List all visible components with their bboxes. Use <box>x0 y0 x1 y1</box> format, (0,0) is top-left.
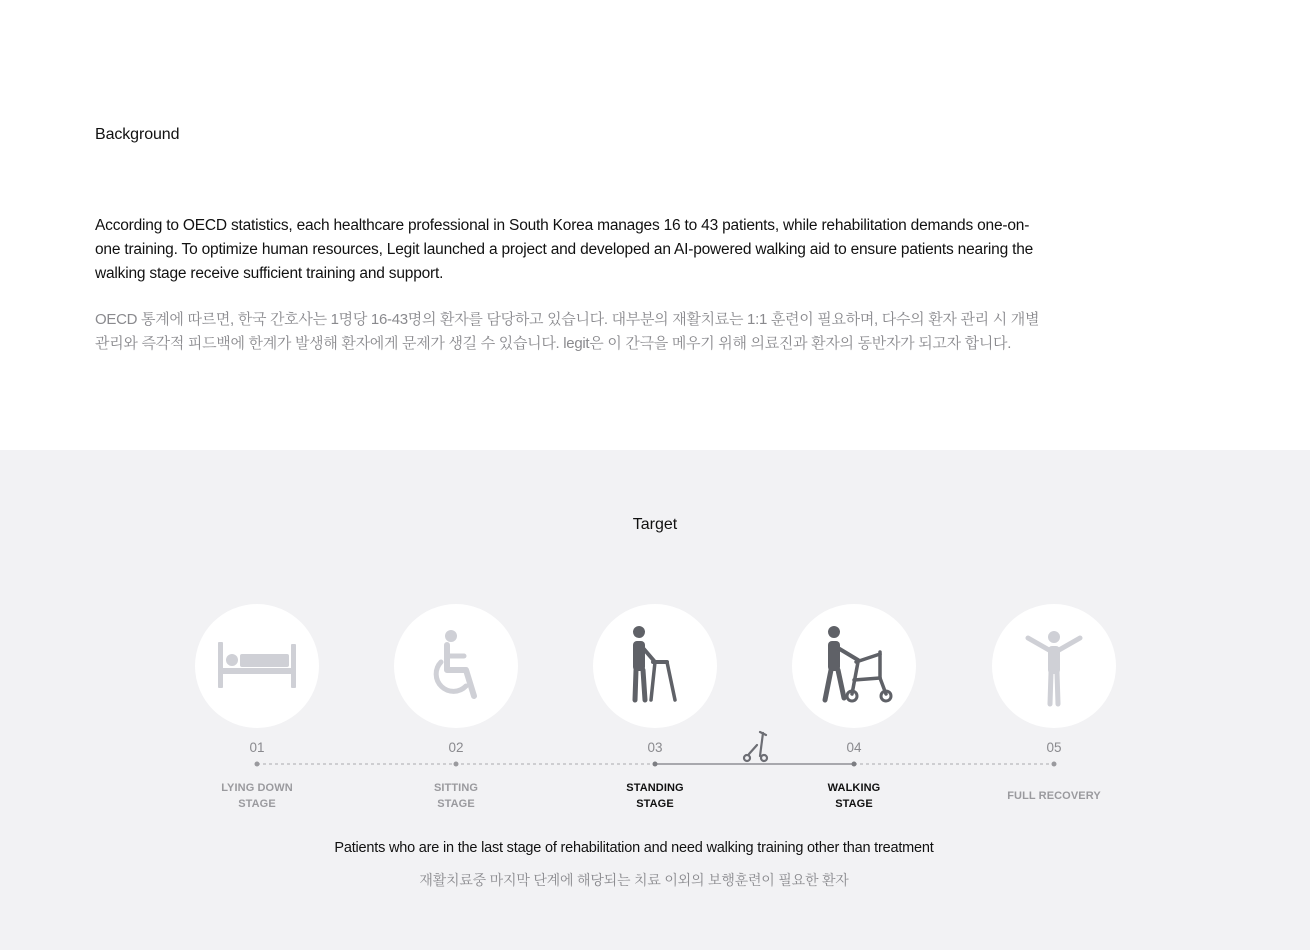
stage-05-label-line1: FULL RECOVERY <box>1007 790 1101 802</box>
stage-03-number: 03 <box>647 740 663 755</box>
stage-03-label <box>585 780 725 812</box>
bed-icon <box>195 604 319 728</box>
stage-03-label-line1: STANDING <box>626 782 684 794</box>
stage-02-label <box>386 780 526 812</box>
target-caption-korean: 재활치료중 마지막 단계에 해당되는 치료 이외의 보행훈련이 필요한 환자 <box>419 872 849 888</box>
stage-04-number: 04 <box>846 740 862 755</box>
stage-04-label-line2: STAGE <box>835 798 873 810</box>
background-section <box>0 0 1310 450</box>
stage-01-label-line2: STAGE <box>238 798 276 810</box>
stage-01-number: 01 <box>249 740 265 755</box>
stage-04-circle <box>792 604 916 728</box>
stage-01-label <box>187 780 327 812</box>
target-heading: Target <box>632 516 678 533</box>
person-arms-up-icon <box>992 604 1116 728</box>
rollator-icon <box>792 604 916 728</box>
walker-icon <box>593 604 717 728</box>
wheelchair-icon <box>394 604 518 728</box>
background-english-text: According to OECD statistics, each healthcare professional in South Korea manages 16 to 43 patients, while rehabilitation demands one-on-one training. To optimize human resources, Legit launched a project and developed an AI-powered walking aid to ensure patients nearing the walking stage receive sufficient training and support. <box>95 217 1034 282</box>
target-section <box>0 450 1310 950</box>
stage-05-circle <box>992 604 1116 728</box>
stage-01-circle <box>195 604 319 728</box>
stage-03-label-line2: STAGE <box>636 798 674 810</box>
stage-02-circle <box>394 604 518 728</box>
background-heading: Background <box>95 126 180 143</box>
target-caption-english: Patients who are in the last stage of rehabilitation and need walking training other than treatment <box>334 840 934 856</box>
stage-04-label <box>784 780 924 812</box>
stage-02-label-line1: SITTING <box>433 782 479 794</box>
stage-03-circle <box>593 604 717 728</box>
walking-aid-icon <box>744 732 767 761</box>
stage-02-number: 02 <box>448 740 464 755</box>
stage-04-label-line1: WALKING <box>827 782 881 794</box>
stage-02-label-line2: STAGE <box>437 798 475 810</box>
stage-05-number: 05 <box>1046 740 1062 755</box>
stage-01-label-line1: LYING DOWN <box>221 782 293 794</box>
background-korean-text: OECD 통계에 따르면, 한국 간호사는 1명당 16-43명의 환자를 담당하고 있습니다. 대부분의 재활치료는 1:1 훈련이 필요하며, 다수의 환자 관리 시 개별 관리와 즉각적 피드백에 한계가 발생해 환자에게 문제가 생길 수 있습니다. legit은 이 간극을 메우기 위해 의료진과 환자의 동반자가 되고자 합니다. <box>95 311 1040 352</box>
stage-05-label <box>984 788 1124 804</box>
